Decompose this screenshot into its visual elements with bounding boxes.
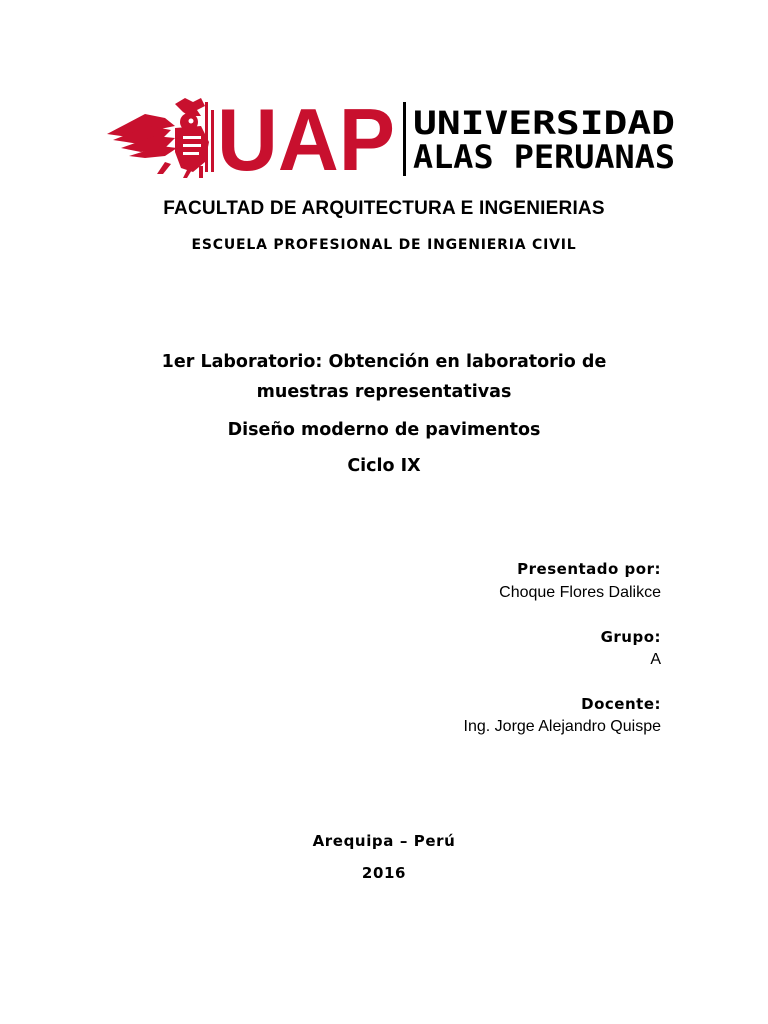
university-logo [105,96,677,180]
presented-by-value: Choque Flores Dalikce [499,584,661,601]
teacher-value: Ing. Jorge Alejandro Quispe [463,718,661,735]
teacher-label: Docente: [581,695,661,713]
course-name: Diseño moderno de pavimentos [227,420,541,440]
logo-line2: ALAS PERUANAS [413,138,675,176]
group-value: A [650,651,661,668]
school-heading: ESCUELA PROFESIONAL DE INGENIERIA CIVIL [191,237,577,253]
footer-year: 2016 [361,864,407,882]
footer-place: Arequipa – Perú [312,832,456,850]
logo-acronym: UAP [217,96,395,180]
logo-line1: UNIVERSIDAD [413,104,675,142]
presented-by-label: Presentado por: [517,560,661,578]
course-cycle: Ciclo IX [347,456,421,476]
title-line-2: muestras representativas [256,382,512,402]
title-line-1: 1er Laboratorio: Obtención en laboratorio de [161,352,607,372]
faculty-heading: FACULTAD DE ARQUITECTURA E INGENIERIAS [163,198,605,219]
group-label: Grupo: [600,628,661,646]
